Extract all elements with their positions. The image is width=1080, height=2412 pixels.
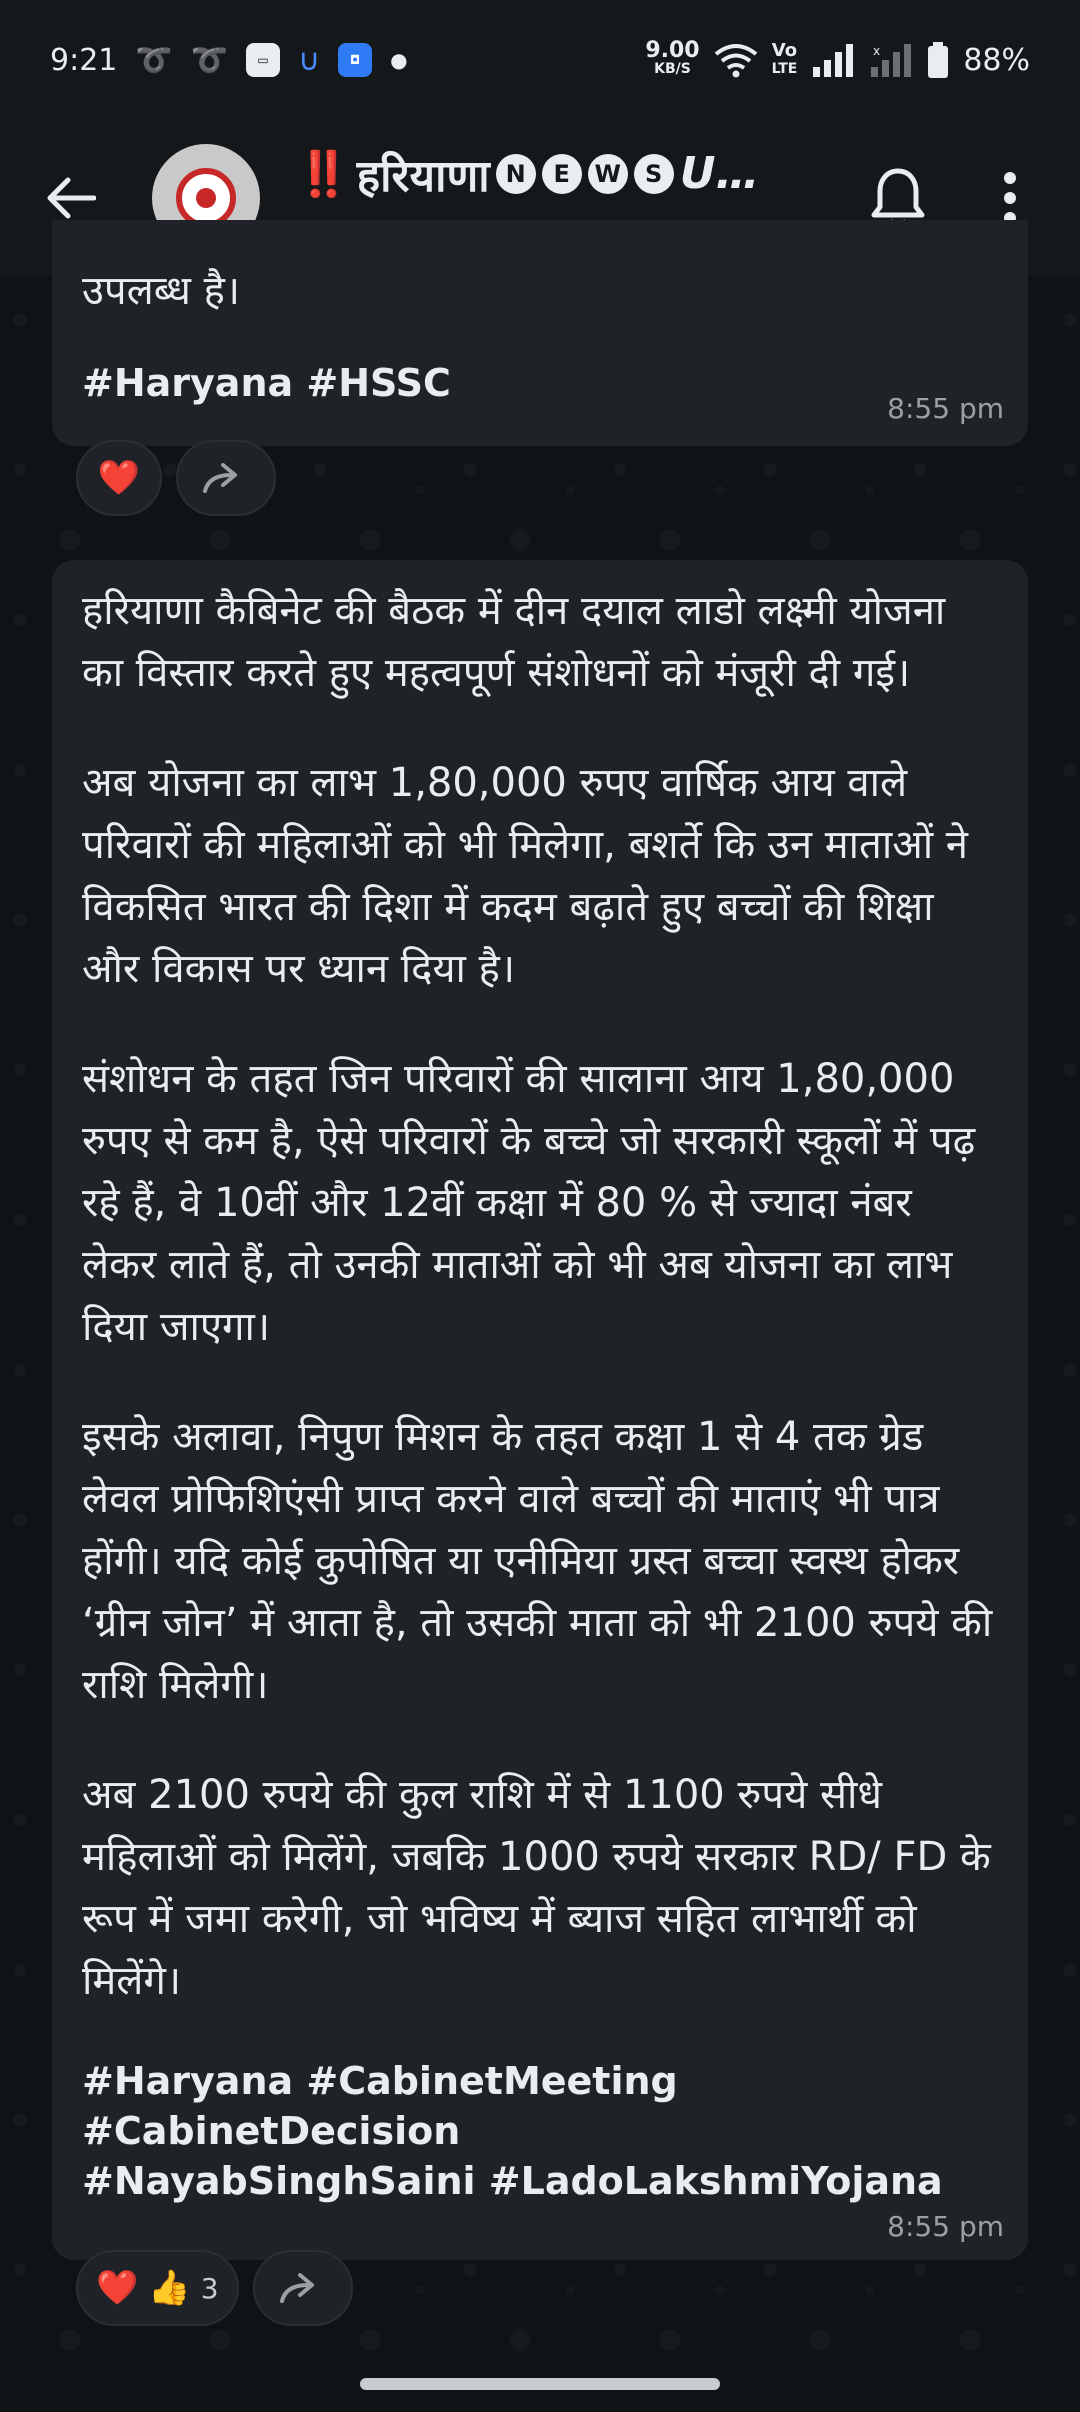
channel-title: ‼️ हरियाणा N E W S U… xyxy=(296,148,760,202)
message-paragraph-4: इसके अलावा, निपुण मिशन के तहत कक्षा 1 से 4 तक ग्रेड लेवल प्रोफिशिएंसी प्राप्त करने वाले बच्चों की माताएं भी पात्र होंगी। यदि कोई कुपोषित या एनीमिया ग्रस्त बच्चा स्वस्थ होकर ‘ग्रीन जोन’ में आता है, तो उसकी माता को भी 2100 रुपये की राशि मिलेगी। xyxy=(82,1414,993,1708)
paytm-icon: ▭ xyxy=(246,43,280,77)
reaction-heart[interactable] xyxy=(76,440,162,516)
status-time: 9:21 xyxy=(50,42,118,78)
signal-icon-sim1 xyxy=(811,43,855,77)
message-hashtags[interactable]: #Haryana #HSSC xyxy=(82,361,451,405)
wifi-icon xyxy=(714,42,758,78)
forward-icon xyxy=(201,461,251,495)
forward-icon xyxy=(278,2271,328,2305)
notification-icon-1: ➰ xyxy=(135,42,173,78)
reaction-summary[interactable] xyxy=(76,2250,239,2326)
message-time: 8:55 pm xyxy=(887,2210,1004,2243)
battery-percent: 88% xyxy=(963,42,1030,78)
forward-button[interactable] xyxy=(253,2250,353,2326)
message-time: 8:55 pm xyxy=(887,392,1004,425)
signal-icon-sim2 xyxy=(869,43,913,77)
message-bubble[interactable] xyxy=(52,220,1028,446)
message-paragraph-5: अब 2100 रुपये की कुल राशि में से 1100 रुपये सीधे महिलाओं को मिलेंगे, जबकि 1000 रुपये सरकार RD/ FD के रूप में जमा करेगी, जो भविष्य में ब्याज सहित लाभार्थी को मिलेंगे। xyxy=(82,1772,991,2004)
message-reactions xyxy=(76,2250,353,2326)
message-hashtags-line-2[interactable]: #NayabSinghSaini #LadoLakshmiYojana xyxy=(82,2159,943,2203)
net-speed: 9.00 KB/S xyxy=(645,38,700,77)
forward-button[interactable] xyxy=(176,440,276,516)
heart-icon: ❤️ xyxy=(96,2268,139,2308)
reaction-count: 3 xyxy=(200,2271,219,2305)
back-button[interactable] xyxy=(40,168,100,228)
app-icon-u: ∪ xyxy=(298,42,321,78)
gesture-home-bar[interactable] xyxy=(360,2378,720,2390)
app-icon-blue: ◘ xyxy=(338,43,372,77)
thumbs-up-icon: 👍 xyxy=(148,2268,191,2308)
volte-indicator: Vo LTE xyxy=(771,40,798,77)
message-text: उपलब्ध है। xyxy=(82,268,241,314)
heart-icon: ❤️ xyxy=(97,458,141,498)
arrow-left-icon xyxy=(44,176,96,220)
message-paragraph-2: अब योजना का लाभ 1,80,000 रुपए वार्षिक आय वाले परिवारों की महिलाओं को भी मिलेगा, बशर्ते कि उन माताओं ने विकसित भारत की दिशा में कदम बढ़ाते हुए बच्चों की शिक्षा और विकास पर ध्यान दिया है। xyxy=(82,760,968,992)
more-notifications-dot: ● xyxy=(390,48,408,72)
message-hashtags-line-1[interactable]: #Haryana #CabinetMeeting #CabinetDecision xyxy=(82,2059,678,2153)
message-reactions xyxy=(76,440,276,516)
more-vertical-icon xyxy=(1002,170,1018,226)
svg-text:x: x xyxy=(873,44,881,58)
notification-icon-2: ➰ xyxy=(190,42,229,78)
message-bubble[interactable] xyxy=(52,560,1028,2260)
status-bar xyxy=(0,0,1080,120)
message-paragraph-3: संशोधन के तहत जिन परिवारों की सालाना आय 1,80,000 रुपए से कम है, ऐसे परिवारों के बच्चे जो सरकारी स्कूलों में पढ़ रहे हैं, वे 10वीं और 12वीं कक्षा में 80 % से ज्यादा नंबर लेकर लाते हैं, तो उनकी माताओं को भी अब योजना का लाभ दिया जाएगा। xyxy=(82,1056,976,1350)
message-paragraph-1: हरियाणा कैबिनेट की बैठक में दीन दयाल लाडो लक्ष्मी योजना का विस्तार करते हुए महत्वपूर्ण संशोधनों को मंजूरी दी गई। xyxy=(82,588,946,696)
battery-icon xyxy=(927,42,949,78)
